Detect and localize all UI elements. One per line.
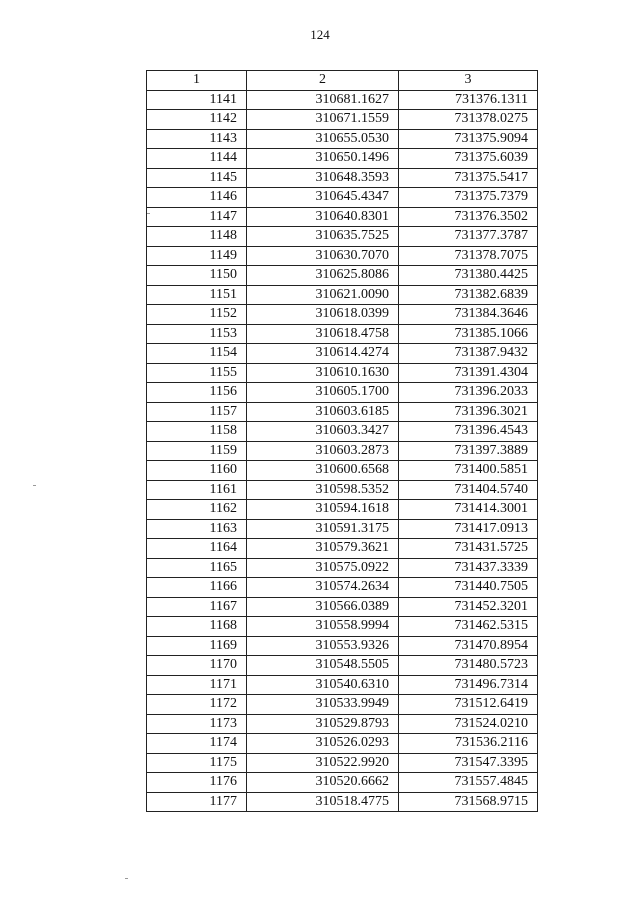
y-coordinate-cell: 731440.7505	[399, 578, 538, 598]
column-header-3: 3	[399, 71, 538, 91]
x-coordinate-cell: 310605.1700	[247, 383, 399, 403]
y-coordinate-cell: 731452.3201	[399, 597, 538, 617]
table-row	[147, 90, 538, 110]
point-number-cell: 1157	[147, 402, 247, 422]
x-coordinate-cell: 310618.0399	[247, 305, 399, 325]
x-coordinate-cell: 310518.4775	[247, 792, 399, 812]
x-coordinate-cell: 310598.5352	[247, 480, 399, 500]
point-number-cell: 1150	[147, 266, 247, 286]
point-number-cell: 1151	[147, 285, 247, 305]
y-coordinate-cell: 731396.4543	[399, 422, 538, 442]
point-number-cell: 1169	[147, 636, 247, 656]
scan-mark	[147, 213, 150, 214]
point-number-cell: 1177	[147, 792, 247, 812]
x-coordinate-cell: 310603.6185	[247, 402, 399, 422]
y-coordinate-cell: 731404.5740	[399, 480, 538, 500]
y-coordinate-cell: 731496.7314	[399, 675, 538, 695]
y-coordinate-cell: 731376.3502	[399, 207, 538, 227]
x-coordinate-cell: 310526.0293	[247, 734, 399, 754]
point-number-cell: 1153	[147, 324, 247, 344]
table-row	[147, 578, 538, 598]
table-row	[147, 266, 538, 286]
point-number-cell: 1145	[147, 168, 247, 188]
table-row	[147, 188, 538, 208]
table-row	[147, 402, 538, 422]
point-number-cell: 1164	[147, 539, 247, 559]
point-number-cell: 1170	[147, 656, 247, 676]
x-coordinate-cell: 310621.0090	[247, 285, 399, 305]
table-header-row	[147, 71, 538, 91]
table-row	[147, 792, 538, 812]
table-row	[147, 168, 538, 188]
x-coordinate-cell: 310625.8086	[247, 266, 399, 286]
y-coordinate-cell: 731470.8954	[399, 636, 538, 656]
y-coordinate-cell: 731378.7075	[399, 246, 538, 266]
x-coordinate-cell: 310610.1630	[247, 363, 399, 383]
x-coordinate-cell: 310520.6662	[247, 773, 399, 793]
point-number-cell: 1142	[147, 110, 247, 130]
x-coordinate-cell: 310575.0922	[247, 558, 399, 578]
y-coordinate-cell: 731375.6039	[399, 149, 538, 169]
y-coordinate-cell: 731391.4304	[399, 363, 538, 383]
x-coordinate-cell: 310558.9994	[247, 617, 399, 637]
scan-mark	[33, 485, 36, 486]
y-coordinate-cell: 731376.1311	[399, 90, 538, 110]
point-number-cell: 1161	[147, 480, 247, 500]
table-row	[147, 363, 538, 383]
y-coordinate-cell: 731536.2116	[399, 734, 538, 754]
table-row	[147, 344, 538, 364]
table-row	[147, 539, 538, 559]
y-coordinate-cell: 731387.9432	[399, 344, 538, 364]
point-number-cell: 1163	[147, 519, 247, 539]
point-number-cell: 1175	[147, 753, 247, 773]
point-number-cell: 1156	[147, 383, 247, 403]
point-number-cell: 1149	[147, 246, 247, 266]
x-coordinate-cell: 310594.1618	[247, 500, 399, 520]
x-coordinate-cell: 310650.1496	[247, 149, 399, 169]
table-row	[147, 617, 538, 637]
point-number-cell: 1174	[147, 734, 247, 754]
table-row	[147, 753, 538, 773]
y-coordinate-cell: 731480.5723	[399, 656, 538, 676]
y-coordinate-cell: 731384.3646	[399, 305, 538, 325]
point-number-cell: 1162	[147, 500, 247, 520]
table-row	[147, 383, 538, 403]
y-coordinate-cell: 731462.5315	[399, 617, 538, 637]
table-row	[147, 461, 538, 481]
y-coordinate-cell: 731385.1066	[399, 324, 538, 344]
y-coordinate-cell: 731375.7379	[399, 188, 538, 208]
y-coordinate-cell: 731396.2033	[399, 383, 538, 403]
y-coordinate-cell: 731547.3395	[399, 753, 538, 773]
y-coordinate-cell: 731378.0275	[399, 110, 538, 130]
point-number-cell: 1176	[147, 773, 247, 793]
point-number-cell: 1144	[147, 149, 247, 169]
point-number-cell: 1166	[147, 578, 247, 598]
y-coordinate-cell: 731380.4425	[399, 266, 538, 286]
x-coordinate-cell: 310671.1559	[247, 110, 399, 130]
point-number-cell: 1152	[147, 305, 247, 325]
y-coordinate-cell: 731568.9715	[399, 792, 538, 812]
x-coordinate-cell: 310614.4274	[247, 344, 399, 364]
y-coordinate-cell: 731524.0210	[399, 714, 538, 734]
x-coordinate-cell: 310655.0530	[247, 129, 399, 149]
y-coordinate-cell: 731414.3001	[399, 500, 538, 520]
column-header-2: 2	[247, 71, 399, 91]
table-row	[147, 558, 538, 578]
table-row	[147, 480, 538, 500]
point-number-cell: 1173	[147, 714, 247, 734]
x-coordinate-cell: 310566.0389	[247, 597, 399, 617]
table-row	[147, 656, 538, 676]
point-number-cell: 1168	[147, 617, 247, 637]
table-row	[147, 149, 538, 169]
x-coordinate-cell: 310553.9326	[247, 636, 399, 656]
table-row	[147, 324, 538, 344]
table-row	[147, 285, 538, 305]
point-number-cell: 1148	[147, 227, 247, 247]
x-coordinate-cell: 310591.3175	[247, 519, 399, 539]
x-coordinate-cell: 310529.8793	[247, 714, 399, 734]
table-row	[147, 636, 538, 656]
y-coordinate-cell: 731375.9094	[399, 129, 538, 149]
point-number-cell: 1167	[147, 597, 247, 617]
table-row	[147, 695, 538, 715]
x-coordinate-cell: 310522.9920	[247, 753, 399, 773]
x-coordinate-cell: 310681.1627	[247, 90, 399, 110]
point-number-cell: 1171	[147, 675, 247, 695]
table-row	[147, 714, 538, 734]
x-coordinate-cell: 310540.6310	[247, 675, 399, 695]
y-coordinate-cell: 731377.3787	[399, 227, 538, 247]
column-header-1: 1	[147, 71, 247, 91]
table-row	[147, 422, 538, 442]
x-coordinate-cell: 310579.3621	[247, 539, 399, 559]
y-coordinate-cell: 731397.3889	[399, 441, 538, 461]
table-row	[147, 129, 538, 149]
point-number-cell: 1146	[147, 188, 247, 208]
table-row	[147, 773, 538, 793]
y-coordinate-cell: 731437.3339	[399, 558, 538, 578]
table-row	[147, 207, 538, 227]
point-number-cell: 1147	[147, 207, 247, 227]
x-coordinate-cell: 310640.8301	[247, 207, 399, 227]
point-number-cell: 1159	[147, 441, 247, 461]
point-number-cell: 1143	[147, 129, 247, 149]
x-coordinate-cell: 310533.9949	[247, 695, 399, 715]
point-number-cell: 1165	[147, 558, 247, 578]
table-row	[147, 597, 538, 617]
y-coordinate-cell: 731375.5417	[399, 168, 538, 188]
x-coordinate-cell: 310548.5505	[247, 656, 399, 676]
table-row	[147, 227, 538, 247]
table-row	[147, 246, 538, 266]
y-coordinate-cell: 731431.5725	[399, 539, 538, 559]
point-number-cell: 1172	[147, 695, 247, 715]
x-coordinate-cell: 310600.6568	[247, 461, 399, 481]
table-row	[147, 441, 538, 461]
scan-mark	[125, 878, 128, 879]
table-row	[147, 519, 538, 539]
table-row	[147, 675, 538, 695]
x-coordinate-cell: 310618.4758	[247, 324, 399, 344]
x-coordinate-cell: 310574.2634	[247, 578, 399, 598]
point-number-cell: 1158	[147, 422, 247, 442]
table-row	[147, 305, 538, 325]
coordinates-table	[146, 70, 538, 812]
page-number: 124	[310, 27, 330, 42]
point-number-cell: 1154	[147, 344, 247, 364]
y-coordinate-cell: 731557.4845	[399, 773, 538, 793]
table-row	[147, 734, 538, 754]
point-number-cell: 1160	[147, 461, 247, 481]
x-coordinate-cell: 310648.3593	[247, 168, 399, 188]
point-number-cell: 1155	[147, 363, 247, 383]
x-coordinate-cell: 310603.3427	[247, 422, 399, 442]
x-coordinate-cell: 310630.7070	[247, 246, 399, 266]
x-coordinate-cell: 310645.4347	[247, 188, 399, 208]
x-coordinate-cell: 310603.2873	[247, 441, 399, 461]
table-body	[147, 90, 538, 812]
x-coordinate-cell: 310635.7525	[247, 227, 399, 247]
y-coordinate-cell: 731382.6839	[399, 285, 538, 305]
y-coordinate-cell: 731417.0913	[399, 519, 538, 539]
y-coordinate-cell: 731512.6419	[399, 695, 538, 715]
table-row	[147, 500, 538, 520]
point-number-cell: 1141	[147, 90, 247, 110]
table-row	[147, 110, 538, 130]
y-coordinate-cell: 731400.5851	[399, 461, 538, 481]
y-coordinate-cell: 731396.3021	[399, 402, 538, 422]
